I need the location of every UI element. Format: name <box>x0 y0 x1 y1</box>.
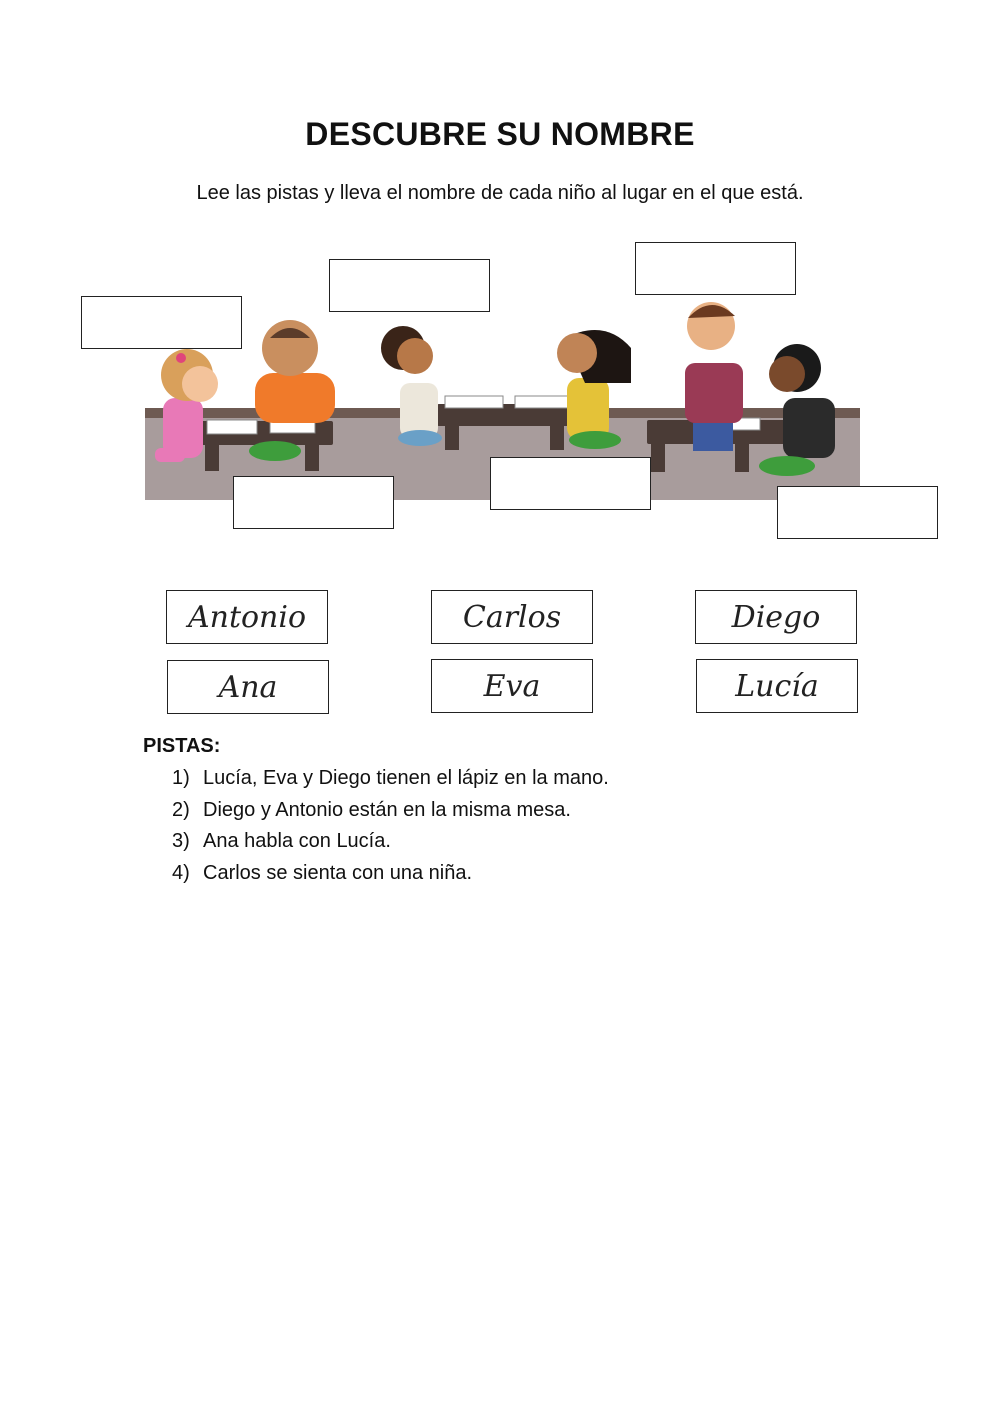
clue-item: 4) Carlos se sienta con una niña. <box>172 861 473 884</box>
clue-item: 2) Diego y Antonio están en la misma mesa. <box>172 798 571 821</box>
name-drop-box[interactable] <box>777 486 938 539</box>
instruction-text: Lee las pistas y lleva el nombre de cada niño al lugar en el que está. <box>196 182 804 204</box>
name-drop-box[interactable] <box>233 476 394 529</box>
name-drop-box[interactable] <box>81 296 242 349</box>
clues-list <box>172 764 609 890</box>
name-card-eva[interactable]: Eva <box>431 659 593 713</box>
name-card-carlos[interactable]: Carlos <box>431 590 593 644</box>
name-card-lucia[interactable]: Lucía <box>696 659 858 713</box>
name-card-antonio[interactable]: Antonio <box>166 590 328 644</box>
name-card-ana[interactable]: Ana <box>167 660 329 714</box>
clue-item: 1) Lucía, Eva y Diego tienen el lápiz en la mano. <box>172 767 609 789</box>
name-drop-box[interactable] <box>490 457 651 510</box>
page-title: DESCUBRE SU NOMBRE <box>305 116 695 152</box>
name-drop-box[interactable] <box>329 259 490 312</box>
clues-heading: PISTAS: <box>143 735 221 757</box>
name-drop-box[interactable] <box>635 242 796 295</box>
name-card-diego[interactable]: Diego <box>695 590 857 644</box>
clue-item: 3) Ana habla con Lucía. <box>172 830 391 852</box>
